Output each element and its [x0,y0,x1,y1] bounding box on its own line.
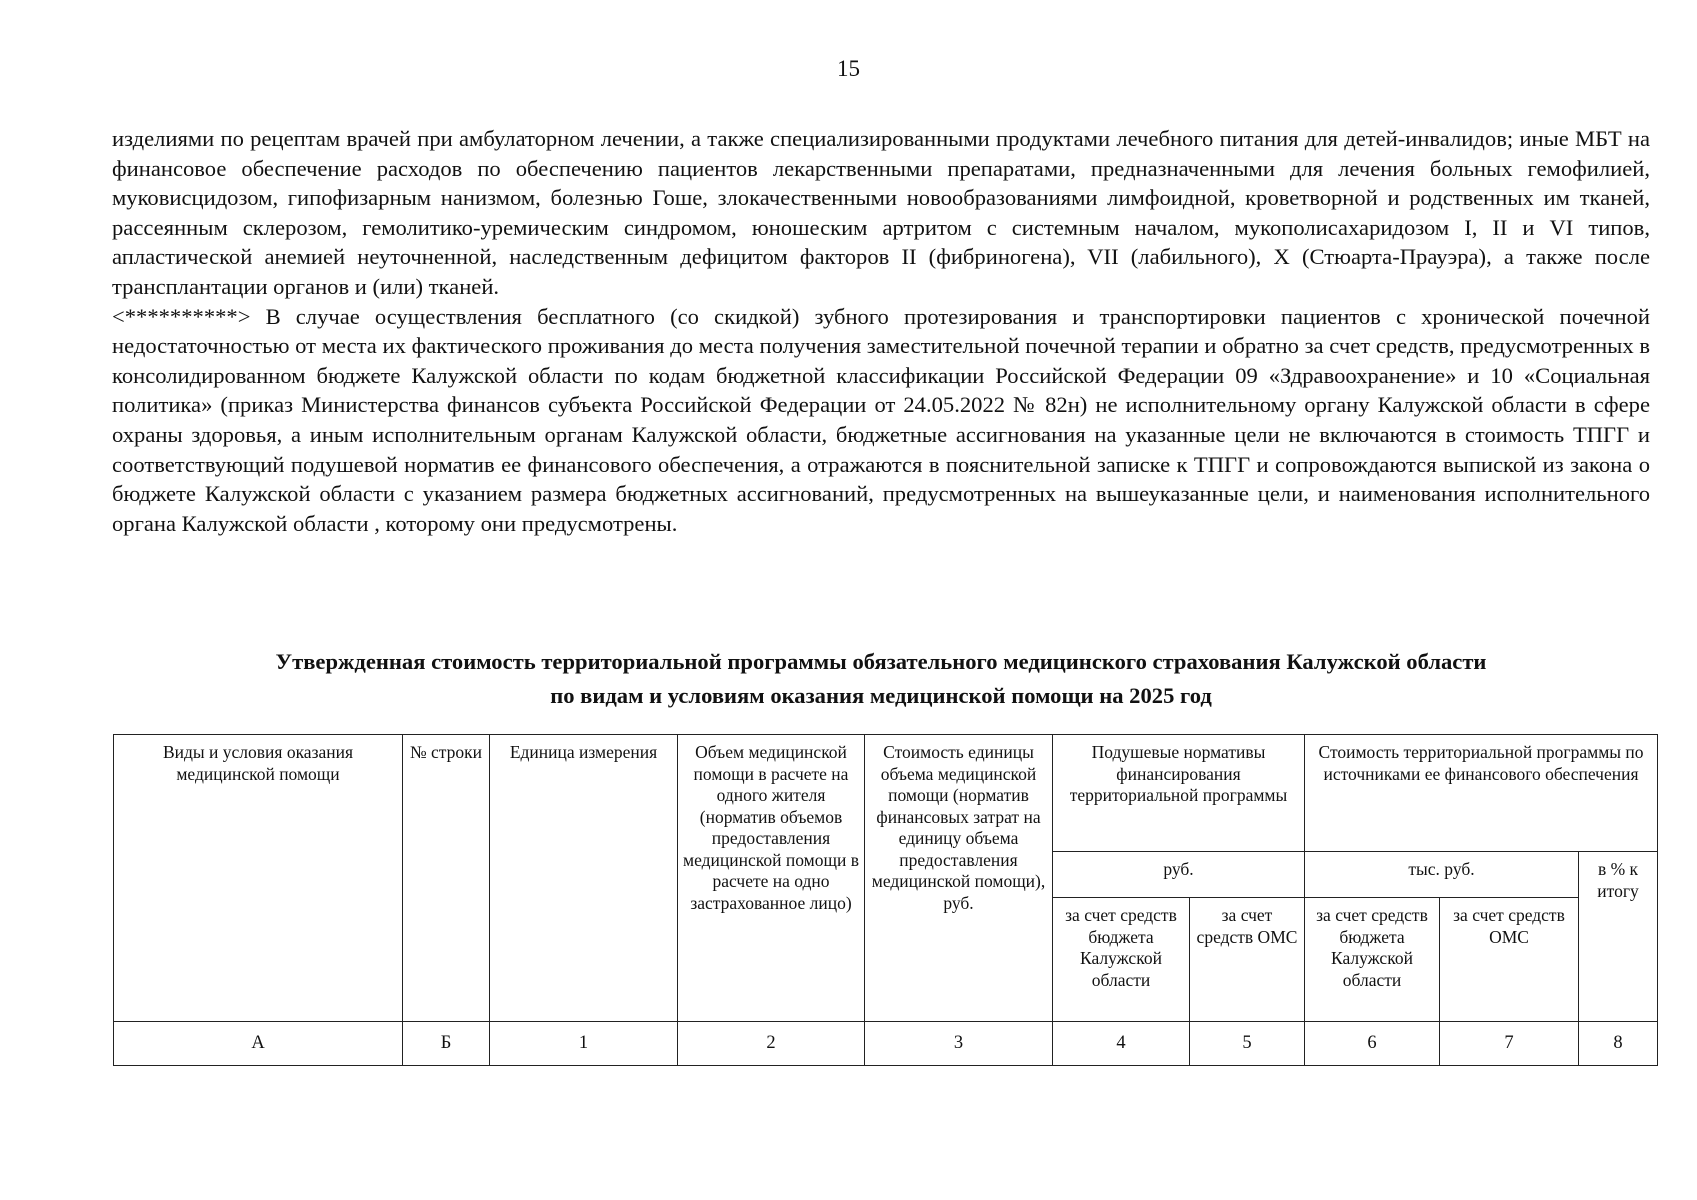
index-cell: Б [403,1022,490,1066]
index-cell: 2 [678,1022,865,1066]
page-number: 15 [837,56,860,81]
table-title-line-2: по видам и условиям оказания медицинской помощи на 2025 год [550,683,1212,708]
paragraph-continuation: изделиями по рецептам врачей при амбулаторном лечении, а также специализированными продуктами лечебного питания для детей-инвалидов; иные МБТ на финансовое обеспечение расходов по обеспечению пациентов лекарственными препаратами, предназначенными для лечения больных гемофилией, муковисцидозом, гипофизарным нанизмом, болезнью Гоше, злокачественными новообразованиями лимфоидной, кроветворной и родственных им тканей, рассеянным склерозом, гемолитико-уремическим синдромом, юношеским артритом с системным началом, мукополисахаридозом I, II и VI типов, апластической анемией неуточненной, наследственным дефицитом факторов II (фибриногена), VII (лабильного), X (Стюарта-Прауэра), а также после трансплантации органов и (или) тканей. [112,126,1650,299]
header-unit: Единица измерения [490,735,678,1022]
header-row-no: № строки [403,735,490,1022]
header-per-capita: Подушевые нормативы финансирования территориальной программы [1053,735,1305,852]
header-program-cost: Стоимость территориальной программы по источниками ее финансового обеспечения [1305,735,1658,852]
header-oms-thousand: за счет средств ОМС [1440,898,1579,1022]
index-cell: 6 [1305,1022,1440,1066]
header-row-1 [114,735,1658,852]
header-percent: в % к итогу [1579,852,1658,1022]
index-cell: 7 [1440,1022,1579,1066]
paragraph-footnote: <**********> В случае осуществления бесплатного (со скидкой) зубного протезирования и транспортировки пациентов с хронической почечной недостаточностью от места их фактического проживания до места получения заместительной почечной терапии и обратно за счет средств, предусмотренных в консолидированном бюджете Калужской области по кодам бюджетной классификации Российской Федерации 09 «Здравоохранение» и 10 «Социальная политика» (приказ Министерства финансов субъекта Российской Федерации от 24.05.2022 № 82н) не исполнительному органу Калужской области в сфере охраны здоровья, а иным исполнительным органам Калужской области, бюджетные ассигнования на указанные цели не включаются в стоимость ТПГГ и соответствующий подушевой норматив ее финансового обеспечения, а отражаются в пояснительной записке к ТПГГ и сопровождаются выпиской из закона о бюджете Калужской области с указанием размера бюджетных ассигнований, предусмотренных на вышеуказанные цели, и наименования исполнительного органа Калужской области , которому они предусмотрены. [112,303,1650,536]
index-row [114,1022,1658,1066]
header-budget-thousand: за счет средств бюджета Калужской области [1305,898,1440,1022]
index-cell: 8 [1579,1022,1658,1066]
body-text [112,124,1650,538]
table-title-line-1: Утвержденная стоимость территориальной программы обязательного медицинского страхования Калужской области [275,649,1487,674]
header-budget-rub: за счет средств бюджета Калужской области [1053,898,1190,1022]
header-unit-cost: Стоимость единицы объема медицинской помощи (норматив финансовых затрат на единицу объема предоставления медицинской помощи), руб. [865,735,1053,1022]
cost-table [113,734,1658,1066]
index-cell: А [114,1022,403,1066]
header-oms-rub: за счет средств ОМС [1190,898,1305,1022]
header-volume: Объем медицинской помощи в расчете на одного жителя (норматив объемов предоставления медицинской помощи в расчете на одно застрахованное лицо) [678,735,865,1022]
header-kind: Виды и условия оказания медицинской помощи [114,735,403,1022]
index-cell: 1 [490,1022,678,1066]
index-cell: 5 [1190,1022,1305,1066]
index-cell: 3 [865,1022,1053,1066]
index-cell: 4 [1053,1022,1190,1066]
table-title [112,645,1650,713]
header-thousand-rub: тыс. руб. [1305,852,1579,898]
header-rub: руб. [1053,852,1305,898]
